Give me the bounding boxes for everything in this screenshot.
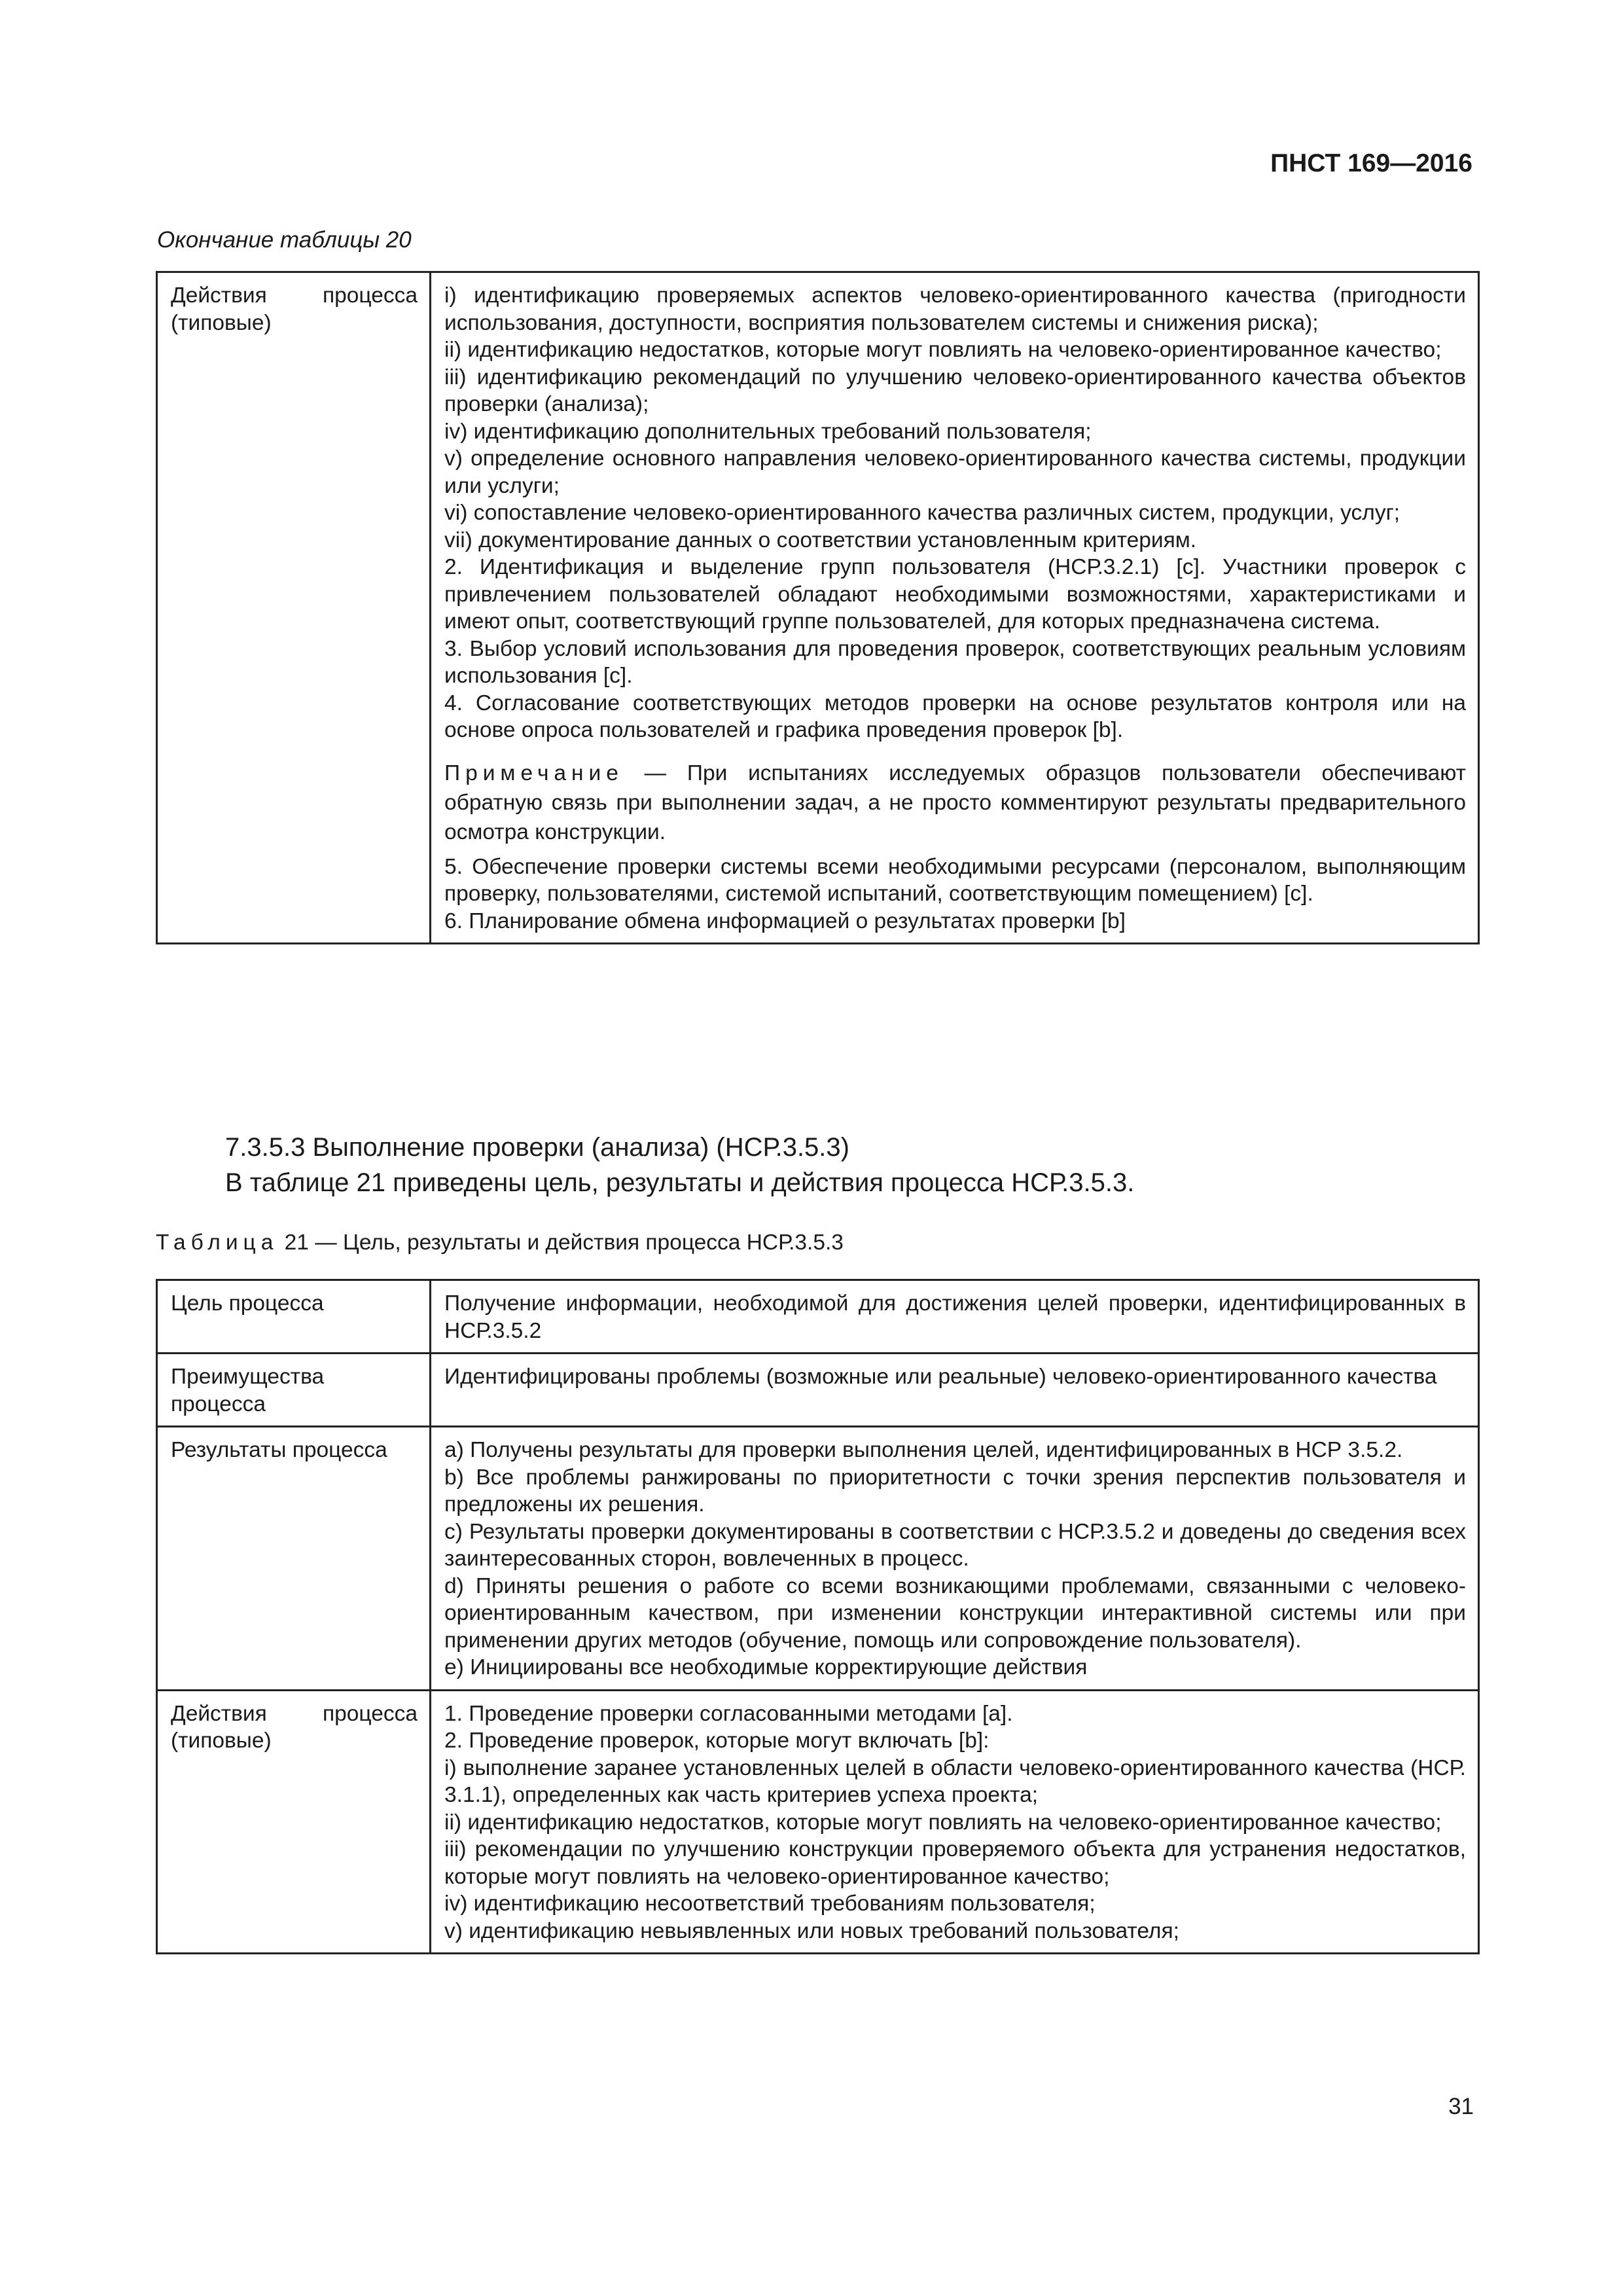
- list-item: vii) документирование данных о соответствии установленным критериям.: [444, 528, 1197, 552]
- note-label: Примечание: [444, 761, 624, 785]
- row-content: [431, 1280, 1479, 1354]
- list-item: iv) идентификацию дополнительных требований пользователя;: [444, 419, 1092, 444]
- section-intro: В таблице 21 приведены цель, результаты и действия процесса НСР.3.5.3.: [225, 1168, 1135, 1197]
- row-content: [431, 272, 1479, 944]
- cell-line: b) Все проблемы ранжированы по приоритетности с точки зрения перспектив пользователя и предложены их решения.: [444, 1465, 1466, 1516]
- list-item: vi) сопоставление человеко-ориентированного качества различных систем, продукции, услуг;: [444, 501, 1400, 525]
- cell-line: 1. Проведение проверки согласованными методами [а].: [444, 1701, 1013, 1726]
- row-content: [431, 1354, 1479, 1427]
- list-item: 4. Согласование соответствующих методов проверки на основе результатов контроля или на основе опроса пользователей и графика проведения проверок [b].: [444, 691, 1466, 742]
- note: [444, 744, 1466, 853]
- cell-line: iii) рекомендации по улучшению конструкции проверяемого объекта для устранения недостатков, которые могут повлиять на человеко-ориентированное качество;: [444, 1837, 1466, 1889]
- row-content: [431, 1427, 1479, 1691]
- page-number: 31: [1448, 2094, 1474, 2119]
- list-item: ii) идентификацию недостатков, которые могут повлиять на человеко-ориентированное качество;: [444, 338, 1442, 362]
- table-continuation-caption: Окончание таблицы 20: [157, 227, 412, 253]
- table-21-title: [156, 1230, 844, 1255]
- row-label: Преимущества процесса: [157, 1354, 431, 1427]
- cell-line: Идентифицированы проблемы (возможные или реальные) человеко-ориентированного качества: [444, 1365, 1437, 1389]
- list-item: v) определение основного направления человеко-ориентированного качества системы, продукции или услуги;: [444, 446, 1466, 498]
- row-label: Результаты процесса: [157, 1427, 431, 1691]
- table-title-prefix: Таблица: [156, 1230, 279, 1255]
- list-item: 5. Обеспечение проверки системы всеми необходимыми ресурсами (персоналом, выполняющим проверку, пользователями, системой испытаний, соответствующим помещением) [с].: [444, 854, 1466, 906]
- cell-line: d) Приняты решения о работе со всеми возникающими проблемами, связанными с человеко-ориентированным качеством, при изменении конструкции интерактивной системы или при применении других методов (обучение, помощь или сопровождение пользователя).: [444, 1573, 1466, 1653]
- note-text: — При испытаниях исследуемых образцов пользователи обеспечивают обратную связь при выполнении задач, а не просто комментируют результаты предварительного осмотра конструкции.: [444, 761, 1466, 844]
- list-item: 3. Выбор условий использования для проведения проверок, соответствующих реальным условиям использования [с].: [444, 636, 1466, 688]
- cell-line: с) Результаты проверки документированы в соответствии с НСР.3.5.2 и доведены до сведения всех заинтересованных сторон, вовлеченных в процесс.: [444, 1519, 1466, 1571]
- table-21: [156, 1279, 1480, 1954]
- table-row: [157, 1280, 1479, 1354]
- document-code: ПНСТ 169—2016: [1270, 149, 1472, 177]
- row-label: Действия процесса (типовые): [157, 272, 431, 944]
- cell-line: ii) идентификацию недостатков, которые могут повлиять на человеко-ориентированное качество;: [444, 1810, 1442, 1835]
- list-item: 6. Планирование обмена информацией о результатах проверки [b]: [444, 908, 1126, 933]
- table-row: [157, 1690, 1479, 1954]
- row-label: Цель процесса: [157, 1280, 431, 1354]
- row-content: [431, 1690, 1479, 1954]
- list-item: i) идентификацию проверяемых аспектов человеко-ориентированного качества (пригодности использования, доступности, восприятия пользователем системы и снижения риска);: [444, 283, 1466, 335]
- cell-line: iv) идентификацию несоответствий требованиям пользователя;: [444, 1892, 1096, 1916]
- table-20-end: [156, 271, 1480, 944]
- cell-line: а) Получены результаты для проверки выполнения целей, идентифицированных в НСР 3.5.2.: [444, 1438, 1403, 1462]
- table-row: [157, 1427, 1479, 1691]
- cell-line: v) идентификацию невыявленных или новых требований пользователя;: [444, 1918, 1179, 1943]
- cell-line: 2. Проведение проверок, которые могут включать [b]:: [444, 1729, 990, 1753]
- list-item: 2. Идентификация и выделение групп пользователя (НСР.3.2.1) [с]. Участники проверок с привлечением пользователей обладают необходимыми возможностями, характеристиками и имеют опыт, соответствующий группе пользователей, для которых предназначена система.: [444, 555, 1466, 634]
- section-heading: 7.3.5.3 Выполнение проверки (анализа) (НСР.3.5.3): [225, 1133, 849, 1162]
- table-title-text: 21 — Цель, результаты и действия процесса НСР.3.5.3: [278, 1230, 844, 1255]
- list-item: iii) идентификацию рекомендаций по улучшению человеко-ориентированного качества объектов проверки (анализа);: [444, 365, 1466, 416]
- table-row: [157, 272, 1479, 944]
- row-label: Действия процесса (типовые): [157, 1690, 431, 1954]
- cell-line: i) выполнение заранее установленных целей в области человеко-ориентированного качества (НСР. 3.1.1), определенных как часть критериев успеха проекта;: [444, 1755, 1466, 1807]
- cell-line: е) Инициированы все необходимые корректирующие действия: [444, 1655, 1088, 1679]
- table-row: [157, 1354, 1479, 1427]
- cell-line: Получение информации, необходимой для достижения целей проверки, идентифицированных в НСР.3.5.2: [444, 1291, 1466, 1343]
